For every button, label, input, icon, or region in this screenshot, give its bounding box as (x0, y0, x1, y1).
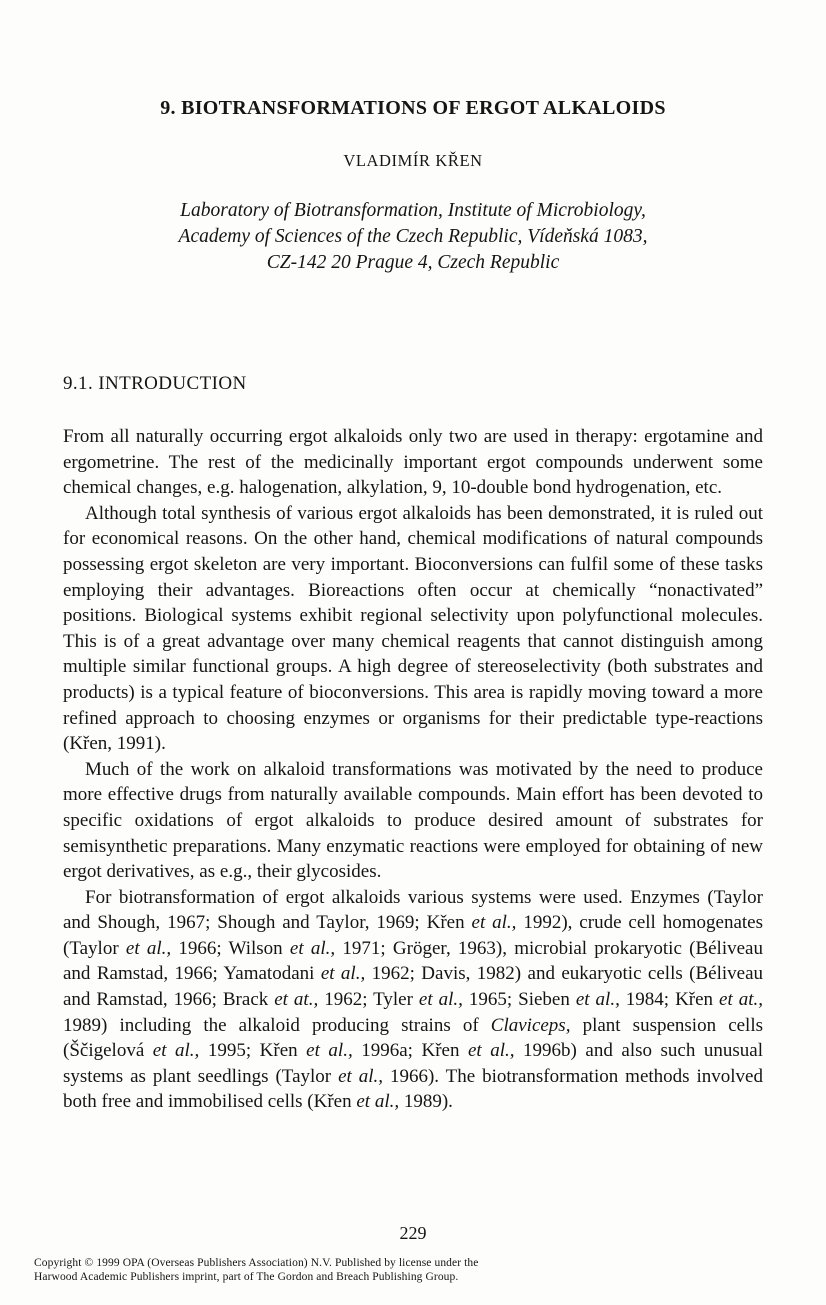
text-segment: et al., (152, 1040, 200, 1062)
paragraph (63, 424, 763, 501)
text-segment: et al., (289, 937, 336, 959)
text-segment: et at., (274, 989, 319, 1011)
text-segment: Claviceps, (490, 1014, 571, 1036)
text-segment: 1989) including the alkaloid producing strains of (63, 1014, 491, 1036)
text-segment: Much of the work on alkaloid transformations was motivated by the need to produce more effective drugs from naturally available compounds. Main effort has been devoted to specific oxidations of ergot alkaloids to produce desired amount of substrates for semisynthetic preparations. Many enzymatic reactions were employed for obtaining of new ergot derivatives, as e.g., their glycosides. (63, 758, 763, 883)
affiliation-line: Laboratory of Biotransformation, Institute of Microbiology, (180, 200, 646, 221)
author-name: VLADIMÍR KŘEN (343, 151, 483, 170)
text-segment: 1962; Davis, 1982) and eukaryotic cells (Béliveau and Ramstad, 1966; Brack (63, 963, 764, 1011)
text-segment: 1995; Křen (199, 1040, 307, 1062)
affiliation-line: Academy of Sciences of the Czech Republic, Vídeňská 1083, (178, 226, 648, 247)
chapter-title: 9. BIOTRANSFORMATIONS OF ERGOT ALKALOIDS (160, 97, 666, 119)
paragraph (63, 757, 763, 885)
footer-line: Copyright © 1999 OPA (Overseas Publishers Association) N.V. Published by license under the (34, 1257, 479, 1269)
text-segment: 1965; Sieben (462, 989, 576, 1011)
text-segment: et al., (306, 1040, 353, 1062)
text-segment: 1996b) and also such unusual systems as plant seedlings (Taylor (63, 1040, 763, 1087)
text-segment: From all naturally occurring ergot alkaloids only two are used in therapy: ergotamine and ergometrine. The rest of the medicinally important ergot compounds underwent some chemical changes, e.g. halogenation, alkylation, 9, 10-double bond hydrogenation, etc. (63, 426, 763, 499)
text-segment: et al., (125, 937, 172, 959)
text-segment: et al., (320, 963, 366, 985)
body-paragraphs (63, 424, 763, 1115)
text-segment: 1992), crude cell homogenates (Taylor (63, 912, 763, 959)
text-segment: 1966; Wilson (171, 937, 290, 959)
text-segment: et at., (719, 989, 764, 1011)
text-segment: 1971; Gröger, 1963), microbial prokaryotic (Béliveau and Ramstad, 1966; Yamatodani (63, 937, 763, 985)
chapter-content (63, 0, 763, 1115)
text-segment: 1966). The biotransformation methods involved both free and immobilised cells (Křen (63, 1065, 763, 1113)
text-segment: et al., (575, 989, 620, 1011)
page-number: 229 (399, 1223, 427, 1243)
paragraph (63, 501, 763, 757)
text-segment: et al., (338, 1065, 383, 1087)
text-segment: 1962; Tyler (318, 989, 419, 1011)
text-segment: For biotransformation of ergot alkaloids various systems were used. Enzymes (Taylor and Shough, 1967; Shough and Taylor, 1969; Křen (63, 886, 763, 934)
section-heading: 9.1. INTRODUCTION (63, 373, 247, 394)
copyright-footer (34, 1257, 774, 1284)
text-segment: 1996a; Křen (352, 1040, 468, 1062)
paragraph (63, 885, 763, 1115)
text-segment: et al., (471, 912, 517, 934)
text-segment: et al., (468, 1040, 515, 1062)
text-segment: et al., (356, 1091, 400, 1113)
footer-line: Harwood Academic Publishers imprint, part of The Gordon and Breach Publishing Group. (34, 1270, 459, 1283)
text-segment: et al., (418, 989, 463, 1011)
affiliation (63, 198, 763, 276)
text-segment: 1989). (399, 1091, 453, 1113)
text-segment: plant suspension cells (Ščigelová (63, 1014, 764, 1062)
text-segment: Although total synthesis of various ergot alkaloids has been demonstrated, it is ruled out for economical reasons. On the other hand, chemical modifications of natural compounds possessing ergot skeleton are very important. Bioconversions can fulfil some of these tasks employing their advantages. Bioreactions often occur at chemically “nonactivated” positions. Biological systems exhibit regional selectivity upon polyfunctional molecules. This is of a great advantage over many chemical reagents that cannot distinguish among multiple similar functional groups. A high degree of stereoselectivity (both substrates and products) is a typical feature of bioconversions. This area is rapidly moving toward a more refined approach to choosing enzymes or organisms for their predictable type-reactions (Křen, 1991). (63, 502, 763, 755)
affiliation-line: CZ-142 20 Prague 4, Czech Republic (266, 252, 560, 273)
text-segment: 1984; Křen (619, 989, 720, 1011)
